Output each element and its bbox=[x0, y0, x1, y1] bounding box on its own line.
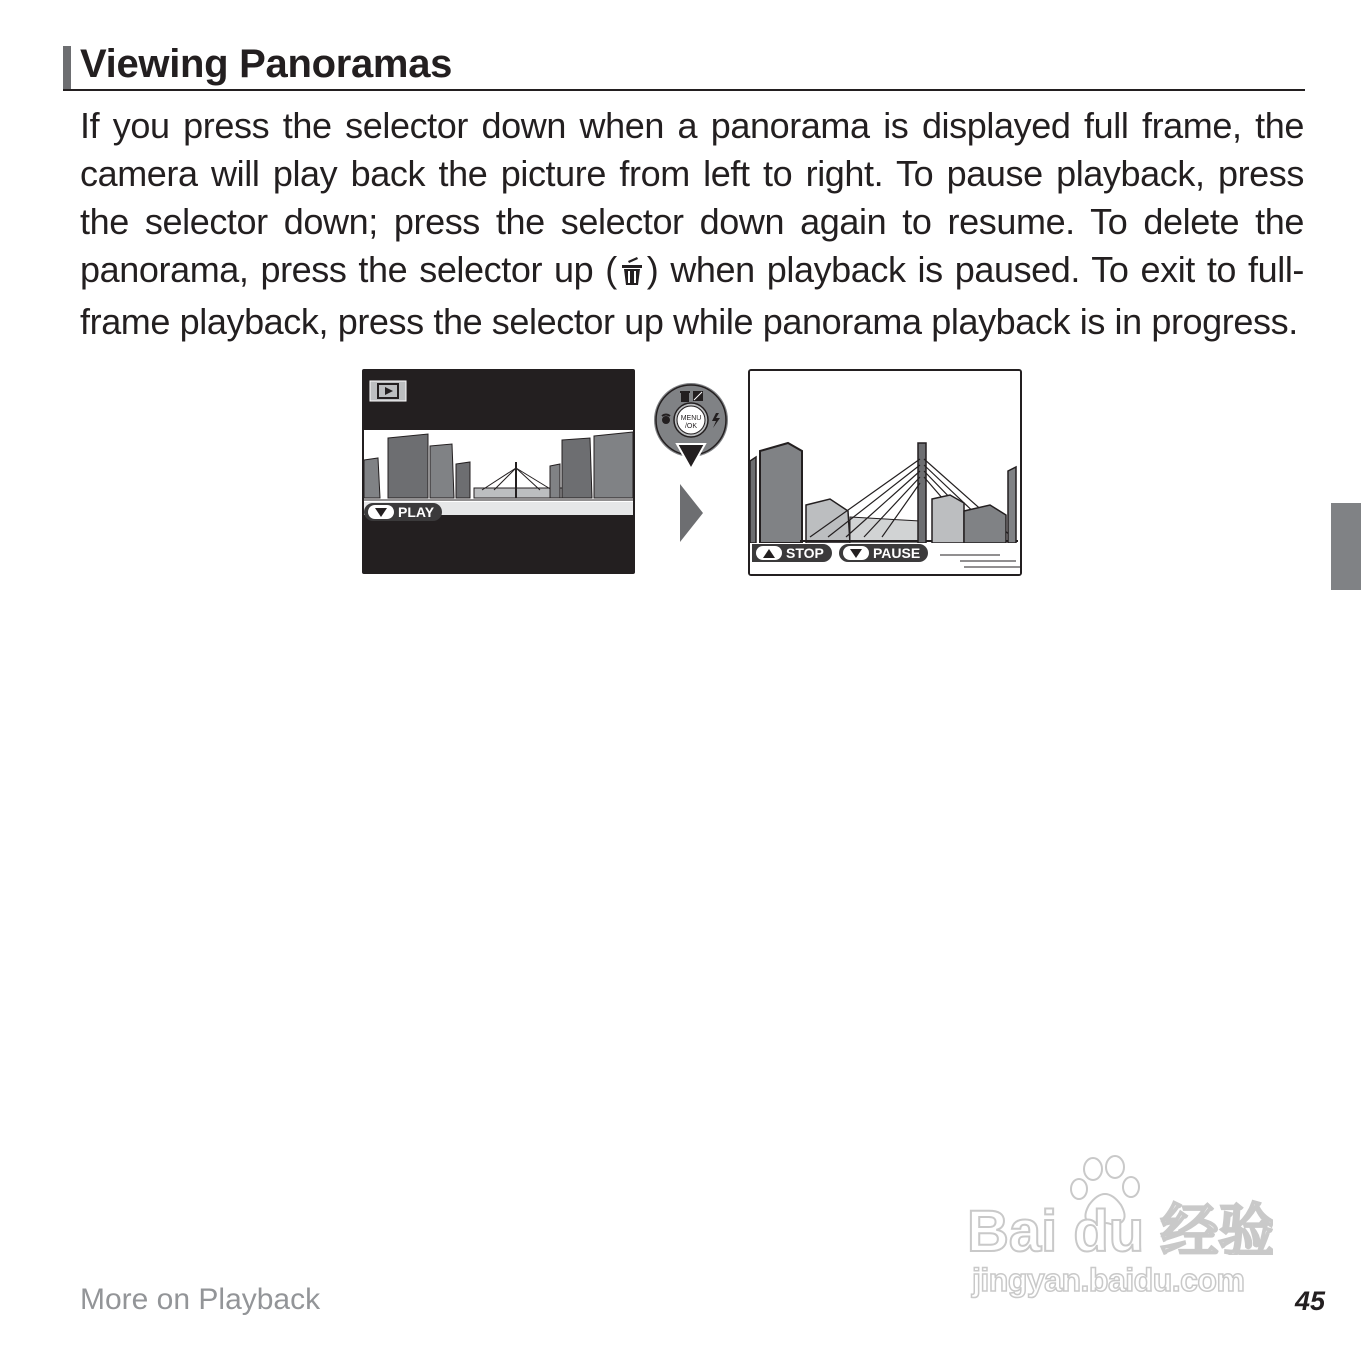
pause-hint bbox=[839, 544, 928, 562]
body-text-part2: ) when playback is paused. To exit to full-frame playback, press the selector up while panorama playback is in progress. bbox=[80, 249, 1305, 342]
right-arrow-icon bbox=[678, 484, 704, 547]
play-hint bbox=[364, 503, 442, 521]
footer-section-title: More on Playback bbox=[80, 1283, 321, 1316]
watermark-brand: Bai du 经验 bbox=[967, 1199, 1273, 1255]
stop-hint bbox=[752, 544, 832, 562]
down-arrow-icon bbox=[368, 505, 394, 519]
ok-label: /OK bbox=[684, 423, 698, 430]
chapter-tab bbox=[1331, 503, 1361, 590]
page-title: Viewing Panoramas bbox=[80, 42, 453, 86]
heading-accent-bar bbox=[63, 46, 71, 90]
selector-dial bbox=[653, 380, 729, 479]
menu-label: MENU bbox=[680, 415, 702, 422]
baidu-watermark bbox=[963, 1155, 1273, 1260]
body-text-part1: If you press the selector down when a panorama is displayed full frame, the camera will play back the picture from left to right. To pause playback, press the selector down; press the selector down again to resume. To delete the panorama, press the selector up ( bbox=[80, 105, 1304, 290]
play-hint-label: PLAY bbox=[398, 504, 435, 520]
heading-rule bbox=[63, 89, 1305, 91]
pause-hint-label: PAUSE bbox=[873, 545, 921, 561]
watermark-url: jingyan.baidu.com bbox=[972, 1262, 1245, 1298]
trash-icon bbox=[680, 391, 690, 402]
trash-icon bbox=[619, 250, 645, 298]
up-arrow-icon bbox=[756, 546, 782, 560]
down-arrow-icon bbox=[843, 546, 869, 560]
stop-hint-label: STOP bbox=[786, 545, 824, 561]
page-number: 45 bbox=[1295, 1286, 1326, 1316]
body-paragraph bbox=[80, 102, 1304, 346]
exposure-icon bbox=[693, 391, 703, 401]
playback-icon bbox=[369, 380, 407, 407]
